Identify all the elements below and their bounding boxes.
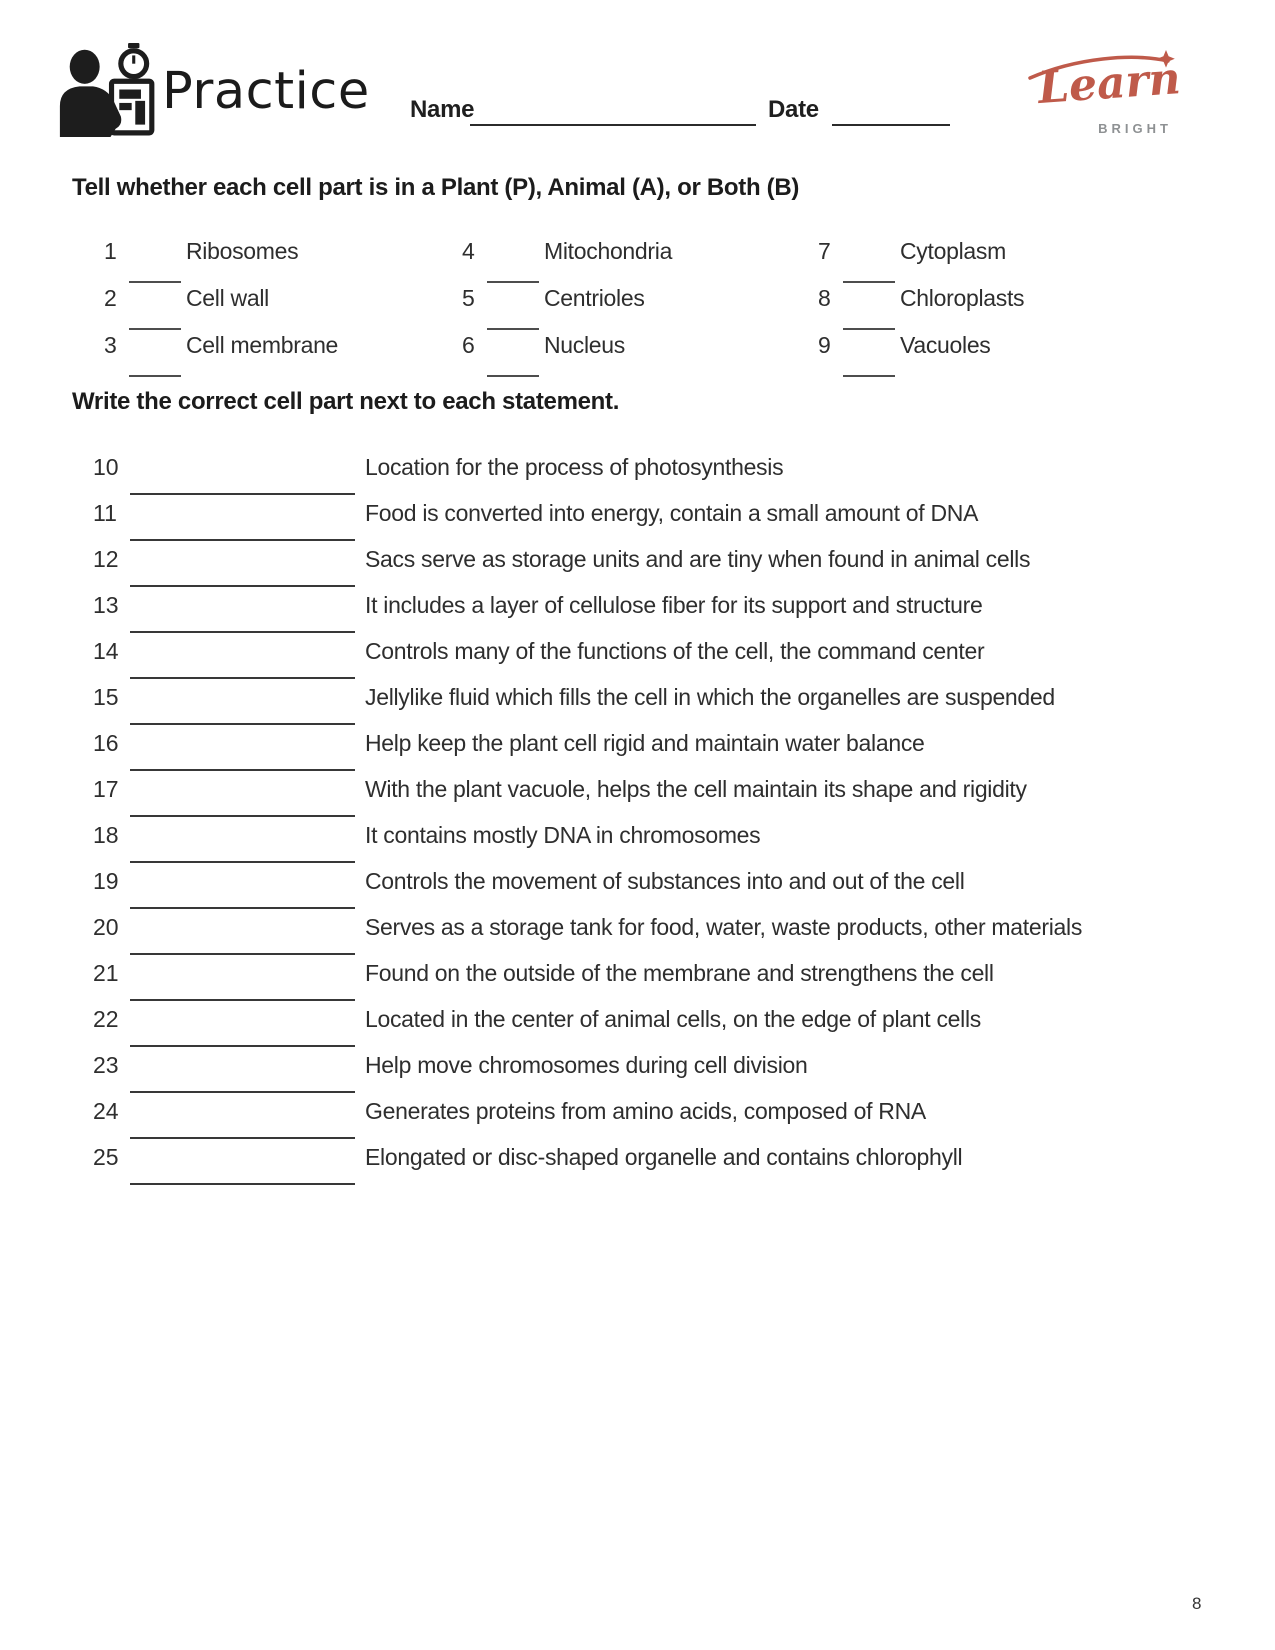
item-number: 21 <box>93 959 119 986</box>
item-number: 12 <box>93 545 119 572</box>
item-number: 11 <box>93 499 117 526</box>
statement-row <box>93 950 1213 996</box>
logo-bright-text: BRIGHT <box>1098 121 1172 136</box>
item-label: Nucleus <box>544 332 625 358</box>
section2-heading: Write the correct cell part next to each statement. <box>72 388 620 415</box>
item-number: 22 <box>93 1005 119 1032</box>
statement-row <box>93 766 1213 812</box>
answer-blank-line <box>130 1183 355 1185</box>
statement-row <box>93 1134 1213 1180</box>
answer-blank-line <box>129 375 181 377</box>
item-number: 18 <box>93 821 119 848</box>
name-label: Name <box>410 96 475 123</box>
statement-text: Generates proteins from amino acids, composed of RNA <box>365 1097 926 1124</box>
item-label: Vacuoles <box>900 332 991 358</box>
statement-text: Location for the process of photosynthesis <box>365 453 784 480</box>
statement-row <box>93 996 1213 1042</box>
statement-row <box>93 674 1213 720</box>
statement-text: Sacs serve as storage units and are tiny when found in animal cells <box>365 545 1031 572</box>
statement-row <box>93 444 1213 490</box>
logo-learn-text: Learn <box>1036 53 1183 114</box>
statements-list <box>93 444 1213 1180</box>
statement-text: Jellylike fluid which fills the cell in which the organelles are suspended <box>365 683 1055 710</box>
item-label: Cell membrane <box>186 332 339 358</box>
statement-text: With the plant vacuole, helps the cell maintain its shape and rigidity <box>365 775 1027 802</box>
name-blank-line <box>470 124 756 126</box>
statement-row <box>93 536 1213 582</box>
item-label: Ribosomes <box>186 238 299 264</box>
list-item <box>818 322 1118 369</box>
list-item <box>818 275 1118 322</box>
statement-row <box>93 628 1213 674</box>
statement-row <box>93 812 1213 858</box>
item-number: 23 <box>93 1051 119 1078</box>
date-blank-line <box>832 124 950 126</box>
item-number: 15 <box>93 683 119 710</box>
learn-bright-logo <box>1028 50 1183 138</box>
practice-title: Practice <box>162 62 370 121</box>
item-label: Cytoplasm <box>900 238 1006 264</box>
item-label: Centrioles <box>544 285 645 311</box>
statement-text: Serves as a storage tank for food, water, waste products, other materials <box>365 913 1083 940</box>
answer-blank-line <box>487 375 539 377</box>
item-number: 8 <box>818 285 831 311</box>
statement-text: It includes a layer of cellulose fiber for its support and structure <box>365 591 983 618</box>
item-number: 16 <box>93 729 119 756</box>
item-number: 9 <box>818 332 831 358</box>
statement-row <box>93 490 1213 536</box>
list-item <box>462 322 818 369</box>
practice-person-clipboard-icon <box>58 42 163 137</box>
item-number: 2 <box>104 285 117 311</box>
statement-row <box>93 858 1213 904</box>
statement-row <box>93 904 1213 950</box>
list-item <box>104 322 462 369</box>
cell-parts-list <box>104 228 1118 369</box>
statement-row <box>93 1042 1213 1088</box>
section1-heading: Tell whether each cell part is in a Plant (P), Animal (A), or Both (B) <box>72 174 800 201</box>
item-number: 1 <box>104 238 117 264</box>
statement-text: Controls many of the functions of the cell, the command center <box>365 637 985 664</box>
answer-blank-line <box>843 375 895 377</box>
statement-text: It contains mostly DNA in chromosomes <box>365 821 761 848</box>
statement-text: Controls the movement of substances into and out of the cell <box>365 867 965 894</box>
statement-row <box>93 582 1213 628</box>
statement-row <box>93 720 1213 766</box>
list-item <box>104 228 462 275</box>
item-number: 10 <box>93 453 119 480</box>
item-label: Cell wall <box>186 285 269 311</box>
item-number: 6 <box>462 332 475 358</box>
item-label: Mitochondria <box>544 238 673 264</box>
item-number: 5 <box>462 285 475 311</box>
item-number: 17 <box>93 775 119 802</box>
statement-text: Located in the center of animal cells, on the edge of plant cells <box>365 1005 981 1032</box>
list-item <box>462 275 818 322</box>
item-number: 24 <box>93 1097 119 1124</box>
date-label: Date <box>768 96 819 123</box>
list-item <box>104 275 462 322</box>
statement-text: Help keep the plant cell rigid and maintain water balance <box>365 729 925 756</box>
item-label: Chloroplasts <box>900 285 1025 311</box>
item-number: 14 <box>93 637 119 664</box>
page-number: 8 <box>1192 1594 1202 1613</box>
item-number: 20 <box>93 913 119 940</box>
item-number: 7 <box>818 238 831 264</box>
statement-row <box>93 1088 1213 1134</box>
statement-text: Food is converted into energy, contain a small amount of DNA <box>365 499 979 526</box>
item-number: 4 <box>462 238 475 264</box>
item-number: 25 <box>93 1143 119 1170</box>
statement-text: Elongated or disc-shaped organelle and contains chlorophyll <box>365 1143 963 1170</box>
item-number: 3 <box>104 332 117 358</box>
list-item <box>818 228 1118 275</box>
statement-text: Help move chromosomes during cell division <box>365 1051 808 1078</box>
list-item <box>462 228 818 275</box>
item-number: 13 <box>93 591 119 618</box>
statement-text: Found on the outside of the membrane and strengthens the cell <box>365 959 994 986</box>
item-number: 19 <box>93 867 119 894</box>
